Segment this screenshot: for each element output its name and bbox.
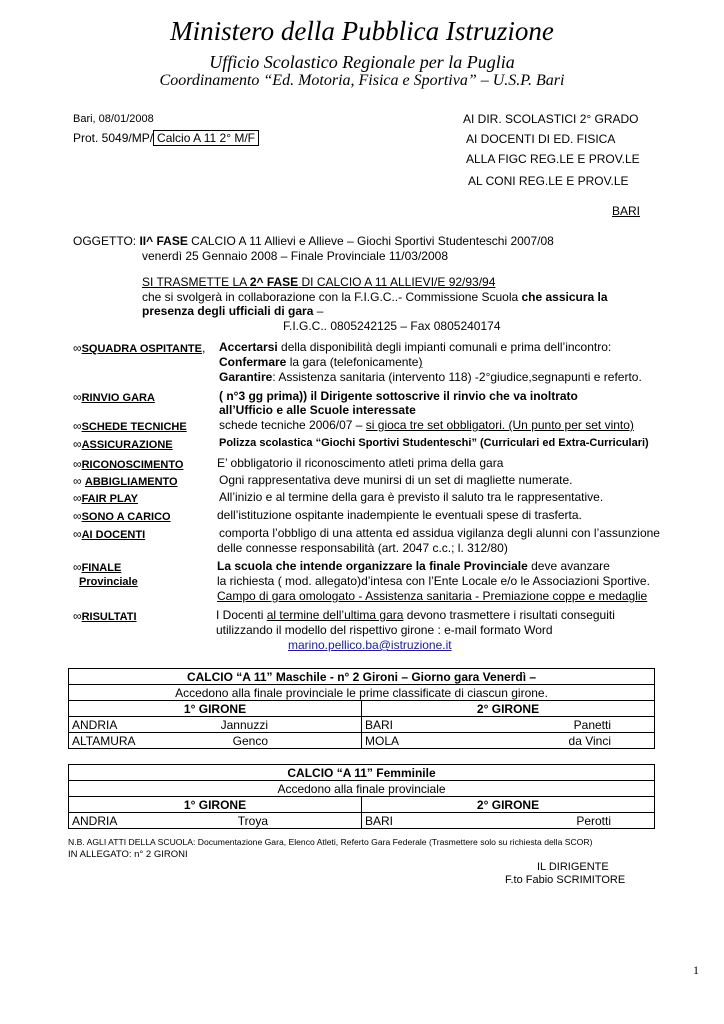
- intro-assicura: che assicura la: [521, 290, 608, 304]
- rinvio-label: ∞RINVIO GARA: [73, 390, 155, 404]
- school-city: ANDRIA: [72, 813, 118, 828]
- school-city: BARI: [365, 717, 394, 732]
- bullet-icon: ∞: [73, 509, 82, 523]
- abbigliamento-text: Ogni rappresentativa deve munirsi di un set di magliette numerate.: [219, 473, 573, 487]
- table-row: [69, 733, 655, 749]
- bullet-icon: ∞: [73, 390, 82, 404]
- bullet-icon: ∞: [73, 419, 82, 433]
- bullet-icon: ∞: [73, 491, 82, 505]
- riconoscimento-label: ∞RICONOSCIMENTO: [73, 457, 184, 471]
- squadra-line-1: Accertarsi della disponibilità degli impianti comunali e prima dell’incontro:: [219, 340, 612, 354]
- table-maschile: [68, 668, 655, 749]
- school-city: MOLA: [365, 733, 400, 748]
- page-number: 1: [693, 963, 699, 977]
- recipient-dirigenti: AI DIR. SCOLASTICI 2° GRADO: [463, 112, 639, 126]
- girone-1-header: 1° GIRONE: [69, 701, 362, 717]
- finale-line-2: la richiesta ( mod. allegato)d’intesa con l’Ente Locale e/o le Associazioni Sportive.: [217, 574, 650, 588]
- protocol-number: Prot. 5049/MP/: [73, 131, 154, 145]
- finale-line-1: La scuola che intende organizzare la finale Provinciale deve avanzare: [217, 559, 610, 573]
- table-row: [69, 717, 655, 733]
- school-name: Jannuzzi: [220, 717, 268, 732]
- protocol-box: Calcio A 11 2° M/F: [153, 130, 259, 146]
- oggetto-text: CALCIO A 11 Allievi e Allieve – Giochi Sportivi Studenteschi 2007/08: [187, 234, 554, 248]
- finale-line-3: Campo di gara omologato - Assistenza sanitaria - Premiazione coppe e medaglie: [217, 589, 648, 603]
- school-city: ANDRIA: [72, 717, 118, 732]
- rinvio-line-1: ( n°3 gg prima)) il Dirigente sottoscrive il rinvio che va inoltrato: [219, 389, 578, 403]
- intro-line-1: [142, 275, 495, 289]
- intro-ufficiali: presenza degli ufficiali di gara: [142, 304, 314, 318]
- finale-label-2: Provinciale: [79, 576, 138, 588]
- oggetto-line: [73, 234, 554, 248]
- docenti-label: ∞AI DOCENTI: [73, 527, 146, 541]
- schede-text: schede tecniche 2006/07 – si gioca tre set obbligatori. (Un punto per set vinto): [219, 418, 634, 432]
- bullet-icon: ∞: [73, 560, 82, 574]
- table-title: CALCIO “A 11” Femminile: [69, 765, 655, 781]
- fairplay-text: All’inizio e al termine della gara è previsto il saluto tra le rappresentative.: [219, 490, 604, 504]
- school-name: da Vinci: [568, 733, 611, 748]
- rinvio-line-2: all’Ufficio e alle Scuole interessate: [219, 403, 416, 417]
- bullet-icon: ∞: [73, 341, 82, 355]
- nb-note: N.B. AGLI ATTI DELLA SCUOLA: Documentazione Gara, Elenco Atleti, Referto Gara Federale (Trasmettere solo su richiesta della SCOR): [68, 837, 593, 847]
- abbigliamento-label: ∞ ABBIGLIAMENTO: [73, 474, 178, 488]
- intro-line-2: [142, 290, 608, 304]
- recipient-coni: AL CONI REG.LE E PROV.LE: [468, 174, 629, 188]
- intro-phase: 2^ FASE: [249, 275, 299, 289]
- risultati-line-2: utilizzando il modello del rispettivo girone : e-mail formato Word: [216, 623, 553, 637]
- school-city: ALTAMURA: [72, 733, 136, 748]
- results-email-link[interactable]: marino.pellico.ba@istruzione.it: [288, 638, 452, 652]
- table-title: CALCIO “A 11” Maschile - n° 2 Gironi – Giorno gara Venerdì –: [69, 669, 655, 685]
- assicurazione-label: ∞ASSICURAZIONE: [73, 437, 173, 451]
- assicurazione-text: Polizza scolastica “Giochi Sportivi Studenteschi” (Curriculari ed Extra-Curriculari): [219, 437, 649, 449]
- risultati-label: ∞RISULTATI: [73, 609, 137, 623]
- schede-label: ∞SCHEDE TECNICHE: [73, 419, 187, 433]
- risultati-line-1: I Docenti al termine dell’ultima gara devono trasmettere i risultati conseguiti: [216, 608, 615, 622]
- bullet-icon: ∞: [73, 609, 82, 623]
- bullet-icon: ∞: [73, 457, 82, 471]
- school-name: Troya: [237, 813, 268, 828]
- intro-line-3: [142, 304, 323, 318]
- intro-text: SI TRASMETTE LA: [142, 275, 250, 289]
- docenti-line-1: comporta l’obbligo di una attenta ed assidua vigilanza degli alunni con l’assunzione: [219, 526, 660, 540]
- riconoscimento-text: E’ obbligatorio il riconoscimento atleti prima della gara: [217, 456, 504, 470]
- carico-text: dell’istituzione ospitante inadempiente le eventuali spese di trasferta.: [217, 508, 582, 522]
- squadra-line-3: Garantire: Assistenza sanitaria (intervento 118) -2°giudice,segnapunti e referto.: [219, 370, 642, 384]
- protocol-line: [73, 131, 259, 145]
- figc-contacts: F.I.G.C.. 0805242125 – Fax 0805240174: [283, 319, 501, 333]
- recipient-figc: ALLA FIGC REG.LE E PROV.LE: [466, 152, 640, 166]
- bullet-icon: ∞: [73, 437, 82, 451]
- coordination-line: Coordinamento “Ed. Motoria, Fisica e Sportiva” – U.S.P. Bari: [159, 72, 565, 89]
- girone-2-header: 2° GIRONE: [362, 797, 655, 813]
- recipient-docenti: AI DOCENTI DI ED. FISICA: [466, 132, 616, 146]
- girone-2-header: 2° GIRONE: [362, 701, 655, 717]
- dirigente-label: IL DIRIGENTE: [537, 861, 609, 873]
- fairplay-label: ∞FAIR PLAY: [73, 491, 139, 505]
- finale-label: ∞FINALE: [73, 560, 122, 574]
- squadra-label: ∞SQUADRA OSPITANTE,: [73, 341, 206, 355]
- ministry-title: Ministero della Pubblica Istruzione: [170, 16, 554, 46]
- bullet-icon: ∞: [73, 474, 82, 488]
- table-subtitle: Accedono alla finale provinciale le prime classificate di ciascun girone.: [69, 685, 655, 701]
- intro-collab: che si svolgerà in collaborazione con la F.I.G.C..- Commissione Scuola: [142, 290, 522, 304]
- table-femminile: [68, 764, 655, 829]
- table-row: [69, 813, 655, 829]
- signature-name: F.to Fabio SCRIMITORE: [505, 874, 626, 886]
- school-name: Perotti: [576, 813, 611, 828]
- girone-1-header: 1° GIRONE: [69, 797, 362, 813]
- oggetto-date: venerdì 25 Gennaio 2008 – Finale Provinciale 11/03/2008: [142, 249, 448, 263]
- school-name: Genco: [232, 733, 268, 748]
- allegato-note: IN ALLEGATO: n° 2 GIRONI: [68, 849, 188, 860]
- squadra-line-2: Confermare la gara (telefonicamente): [219, 355, 423, 369]
- intro-category: DI CALCIO A 11 ALLIEVI/E 92/93/94: [298, 275, 496, 289]
- oggetto-label: OGGETTO:: [73, 234, 137, 248]
- table-subtitle: Accedono alla finale provinciale: [69, 781, 655, 797]
- school-name: Panetti: [573, 717, 611, 732]
- date-line: Bari, 08/01/2008: [73, 113, 154, 125]
- bullet-icon: ∞: [73, 527, 82, 541]
- office-subtitle: Ufficio Scolastico Regionale per la Puglia: [209, 52, 515, 72]
- carico-label: ∞SONO A CARICO: [73, 509, 171, 523]
- intro-dash: –: [313, 304, 324, 318]
- recipient-city: BARI: [612, 204, 641, 218]
- docenti-line-2: delle connesse responsabilità (art. 2047 c.c.; l. 312/80): [217, 541, 508, 555]
- school-city: BARI: [365, 813, 394, 828]
- oggetto-phase: II^ FASE: [139, 234, 188, 248]
